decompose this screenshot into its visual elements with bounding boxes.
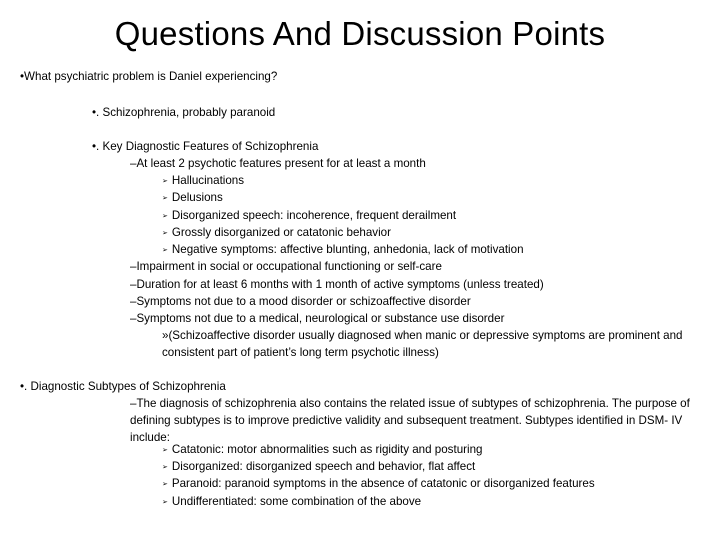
list-item: ➢ Disorganized speech: incoherence, frequent derailment (162, 207, 456, 225)
list-item: ➢ Catatonic: motor abnormalities such as rigidity and posturing (162, 441, 482, 459)
arrow-bullet-icon: ➢ (162, 195, 168, 202)
arrow-bullet-icon: ➢ (162, 230, 168, 237)
question-text: •What psychiatric problem is Daniel experiencing? (20, 70, 278, 83)
criterion-medical: –Symptoms not due to a medical, neurological or substance use disorder (130, 312, 505, 325)
schizoaffective-note: »(Schizoaffective disorder usually diagnosed when manic or depressive symptoms are prominent and consistent part of patient’s long term psychotic illness) (162, 329, 683, 359)
list-item: ➢ Disorganized: disorganized speech and behavior, flat affect (162, 458, 475, 476)
arrow-bullet-icon: ➢ (162, 464, 168, 471)
arrow-bullet-icon: ➢ (162, 447, 168, 454)
list-item: ➢ Hallucinations (162, 172, 244, 190)
arrow-bullet-icon: ➢ (162, 499, 168, 506)
list-item: ➢ Delusions (162, 189, 223, 207)
list-item: ➢ Grossly disorganized or catatonic behavior (162, 224, 391, 242)
criterion-duration: –Duration for at least 6 months with 1 month of active symptoms (unless treated) (130, 278, 544, 291)
list-item: ➢ Negative symptoms: affective blunting, anhedonia, lack of motivation (162, 241, 524, 259)
criterion-impairment: –Impairment in social or occupational functioning or self-care (130, 260, 442, 273)
subtypes-heading: •. Diagnostic Subtypes of Schizophrenia (20, 380, 226, 393)
criterion-mood: –Symptoms not due to a mood disorder or schizoaffective disorder (130, 295, 471, 308)
slide-title: Questions And Discussion Points (114, 15, 606, 52)
list-item: ➢ Paranoid: paranoid symptoms in the absence of catatonic or disorganized features (162, 475, 595, 493)
list-item: ➢ Undifferentiated: some combination of the above (162, 493, 421, 511)
features-heading: •. Key Diagnostic Features of Schizophrenia (92, 140, 319, 153)
answer-text: •. Schizophrenia, probably paranoid (92, 106, 276, 119)
arrow-bullet-icon: ➢ (162, 247, 168, 254)
arrow-bullet-icon: ➢ (162, 213, 168, 220)
arrow-bullet-icon: ➢ (162, 481, 168, 488)
criterion-psychotic: –At least 2 psychotic features present for at least a month (130, 157, 426, 170)
subtypes-intro: –The diagnosis of schizophrenia also contains the related issue of subtypes of schizophrenia. The purpose of defining subtypes is to improve predictive validity and subsequent treatment. Subtypes identified in DSM- IV include: (130, 397, 690, 444)
arrow-bullet-icon: ➢ (162, 178, 168, 185)
